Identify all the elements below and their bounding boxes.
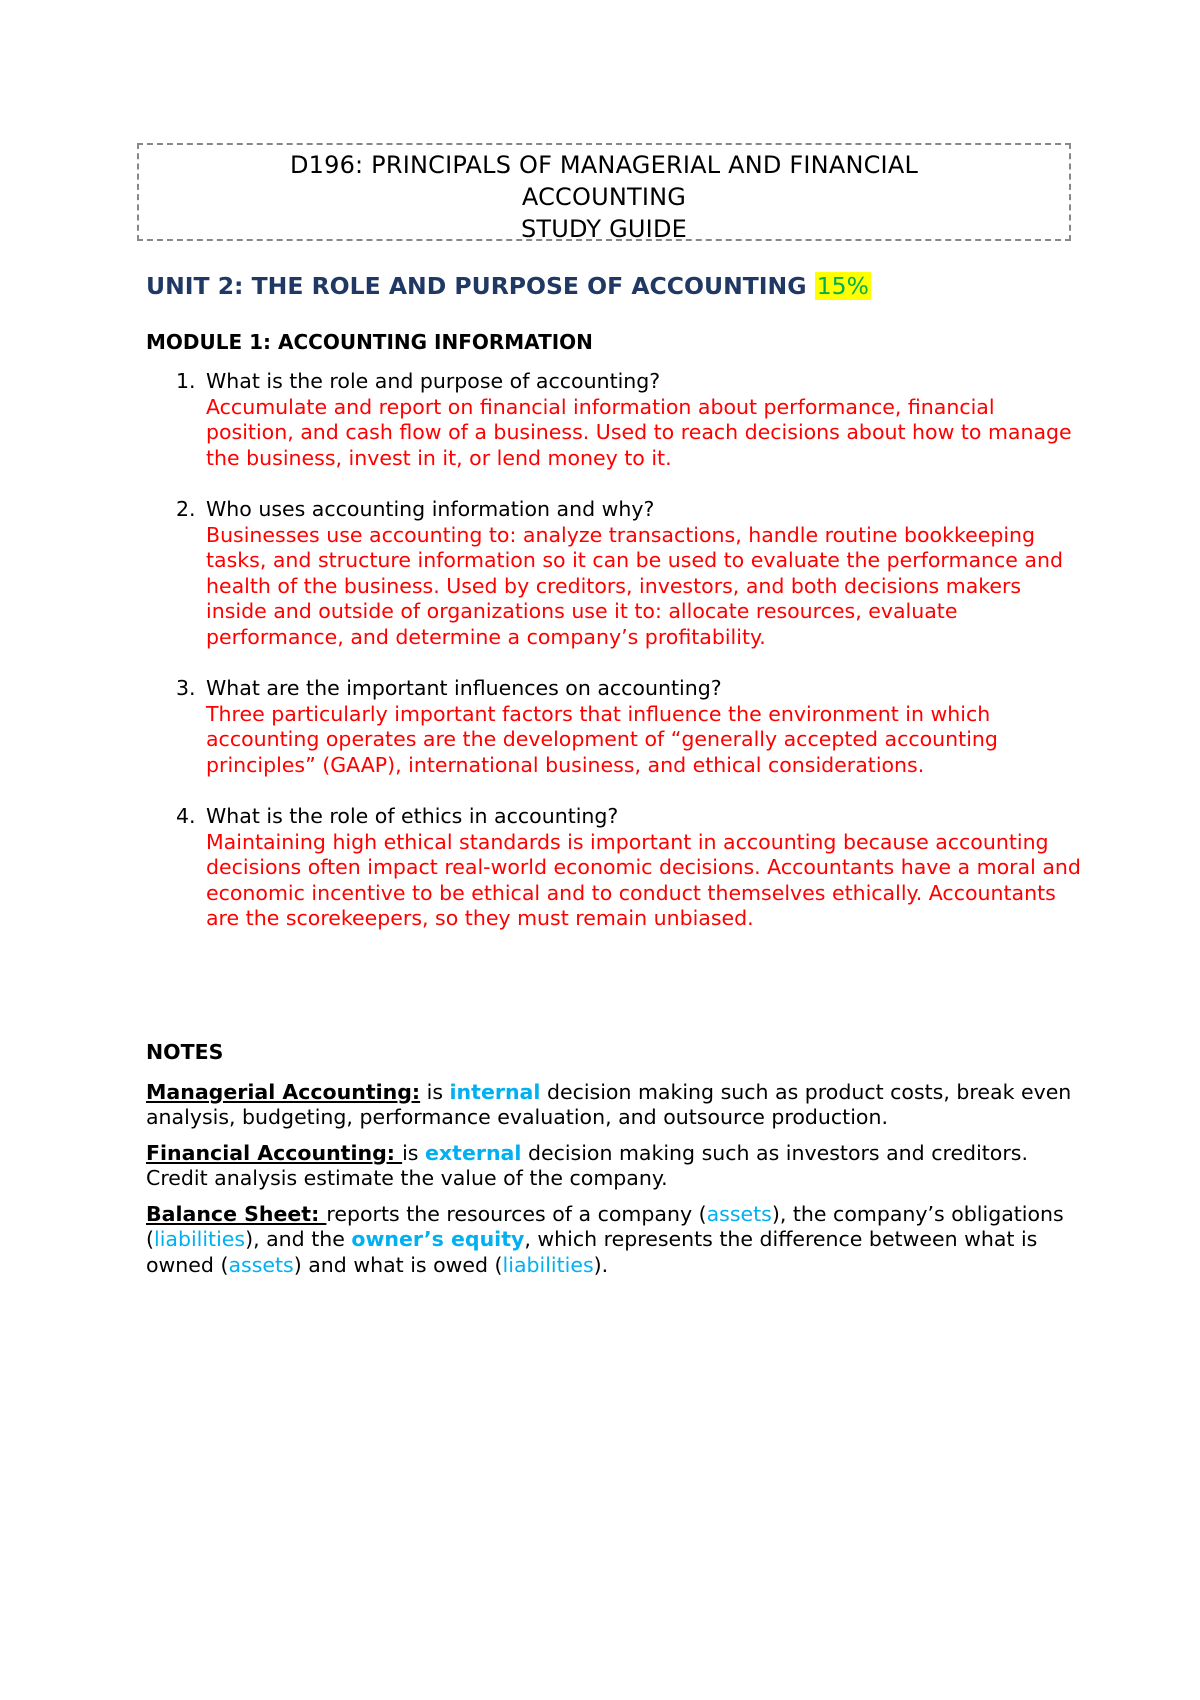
note-keyword: assets (228, 1252, 294, 1277)
question-list (146, 369, 1086, 958)
note-term: Balance Sheet: (146, 1201, 327, 1226)
question-item (146, 369, 1086, 471)
note-keyword: internal (449, 1079, 541, 1104)
note-keyword: liabilities (502, 1252, 594, 1277)
question-item (146, 804, 1086, 932)
title-line-1: D196: PRINCIPALS OF MANAGERIAL AND FINANCIAL (289, 151, 919, 179)
module-heading: MODULE 1: ACCOUNTING INFORMATION (146, 330, 593, 354)
note-balance-sheet (146, 1202, 1076, 1279)
question-text: What is the role and purpose of accounting? (206, 369, 661, 393)
question-item (146, 676, 1086, 778)
note-text: ), and the (245, 1227, 352, 1251)
answer-text: Accumulate and report on financial information about performance, financial position, and cash flow of a business. Used to reach decisions about how to manage the business, invest in it, or lend money to it. (206, 394, 1072, 470)
note-text: ), the company’s obligations ( (146, 1201, 1064, 1251)
question-item (146, 497, 1086, 650)
unit-weight-badge: 15% (816, 272, 869, 300)
note-keyword: owner’s equity (351, 1227, 525, 1251)
note-keyword: liabilities (154, 1227, 246, 1251)
note-text: is (402, 1140, 426, 1165)
question-text: What is the role of ethics in accounting? (206, 804, 619, 828)
note-text: reports the resources of a company ( (326, 1201, 707, 1226)
note-text: ) and what is owed ( (293, 1252, 503, 1277)
question-number: 4. (176, 804, 196, 828)
title-line-2: ACCOUNTING (521, 183, 687, 211)
note-text: decision making such as investors and creditors. Credit analysis estimate the value of the company. (146, 1140, 1028, 1190)
note-term: Financial Accounting: (146, 1140, 403, 1165)
question-text: Who uses accounting information and why? (206, 497, 655, 521)
unit-heading-text: UNIT 2: THE ROLE AND PURPOSE OF ACCOUNTING (146, 272, 807, 300)
question-number: 1. (176, 369, 196, 393)
note-text: is (420, 1079, 450, 1104)
question-number: 3. (176, 676, 196, 700)
answer-text: Three particularly important factors that influence the environment in which accounting operates are the development of “generally accepted accounting principles” (GAAP), international business, and ethical considerations. (206, 701, 998, 777)
note-text: , which represents the difference between what is owned ( (146, 1227, 1038, 1277)
notes-section (146, 1040, 1076, 1288)
question-number: 2. (176, 497, 196, 521)
answer-text: Businesses use accounting to: analyze transactions, handle routine bookkeeping tasks, and structure information so it can be used to evaluate the performance and health of the business. Used by creditors, investors, and both decisions makers inside and outside of organizations use it to: allocate resources, evaluate performance, and determine a company’s profitability. (206, 522, 1063, 649)
question-text: What are the important influences on accounting? (206, 676, 722, 700)
note-keyword: external (425, 1140, 522, 1165)
unit-heading (146, 272, 871, 300)
notes-heading: NOTES (146, 1040, 224, 1064)
note-keyword: assets (706, 1201, 772, 1226)
title-line-3: STUDY GUIDE (520, 215, 687, 243)
note-text: decision making such as product costs, break even analysis, budgeting, performance evaluation, and outsource production. (146, 1079, 1072, 1129)
title-box (137, 143, 1071, 241)
note-term: Managerial Accounting: (146, 1079, 421, 1104)
note-text: ). (593, 1252, 609, 1277)
note-financial-accounting (146, 1141, 1076, 1192)
note-managerial-accounting (146, 1080, 1076, 1131)
answer-text: Maintaining high ethical standards is important in accounting because accounting decisions often impact real-world economic decisions. Accountants have a moral and economic incentive to be ethical and to conduct themselves ethically. Accountants are the scorekeepers, so they must remain unbiased. (206, 829, 1081, 930)
